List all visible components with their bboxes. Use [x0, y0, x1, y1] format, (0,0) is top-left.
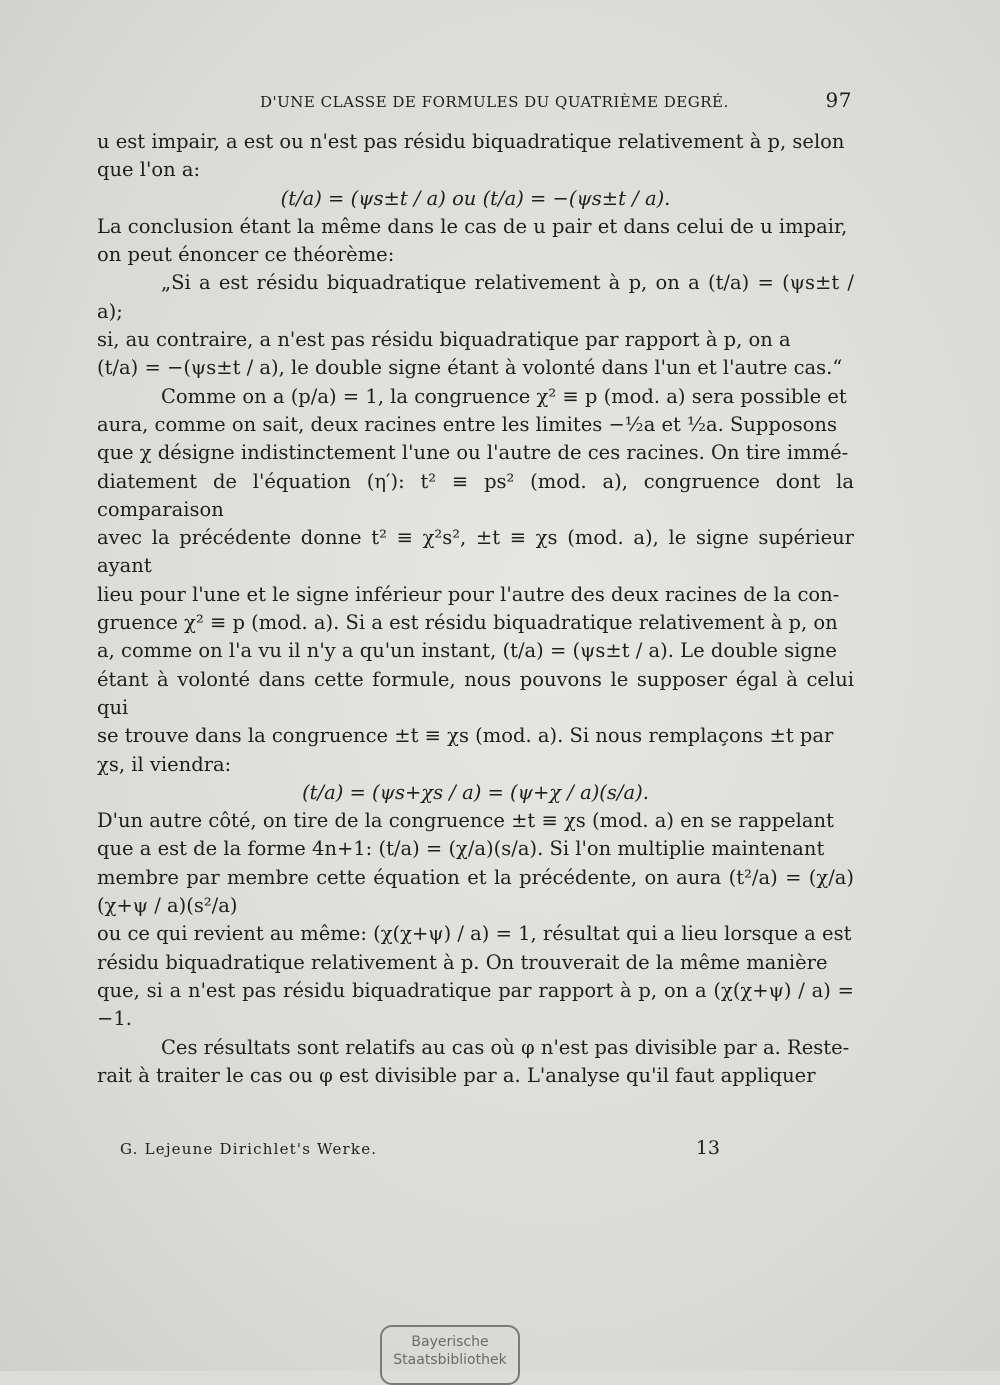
- text-line: a, comme on l'a vu il n'y a qu'un instant, (t/a) = (ψs±t / a). Le double signe: [97, 639, 837, 663]
- text-line: avec la précédente donne t² ≡ χ²s², ±t ≡ χs (mod. a), le signe supérieur ayant: [97, 526, 854, 578]
- text-line: membre par membre cette équation et la précédente, on aura (t²/a) = (χ/a)(χ+ψ / a)(s²/a): [97, 865, 854, 918]
- running-header: [95, 88, 852, 112]
- theorem-line: (t/a) = −(ψs±t / a), le double signe étant à volonté dans l'un et l'autre cas.“: [97, 356, 843, 380]
- text-line: on peut énoncer ce théorème:: [97, 243, 395, 267]
- display-equation: (t/a) = (ψs±t / a) ou (t/a) = −(ψs±t / a).: [280, 186, 671, 210]
- body-text: [97, 128, 854, 1090]
- text-line: étant à volonté dans cette formule, nous pouvons le supposer égal à celui qui: [97, 667, 854, 719]
- stamp-text: Staatsbibliothek: [393, 1352, 507, 1368]
- signature-mark: 13: [695, 1137, 720, 1159]
- text-line: gruence χ² ≡ p (mod. a). Si a est résidu biquadratique relativement à p, on: [97, 611, 838, 635]
- text-line: se trouve dans la congruence ±t ≡ χs (mod. a). Si nous remplaçons ±t par: [97, 724, 834, 748]
- text-line: rait à traiter le cas ou φ est divisible par a. L'analyse qu'il faut appliquer: [97, 1063, 816, 1087]
- text-line: D'un autre côté, on tire de la congruence ±t ≡ χs (mod. a) en se rappelant: [97, 809, 834, 833]
- text-line: diatement de l'équation (η′): t² ≡ ps² (mod. a), congruence dont la comparaison: [97, 469, 854, 521]
- text-line: que χ désigne indistinctement l'une ou l'autre de ces racines. On tire immé-: [97, 441, 849, 465]
- library-stamp: [380, 1325, 520, 1385]
- display-equation: (t/a) = (ψs+χs / a) = (ψ+χ / a)(s/a).: [302, 780, 649, 804]
- text-line: ou ce qui revient au même: (χ(χ+ψ) / a) = 1, résultat qui a lieu lorsque a est: [97, 922, 852, 946]
- text-line: que l'on a:: [97, 158, 201, 182]
- text-line: résidu biquadratique relativement à p. On trouverait de la même manière: [97, 950, 828, 974]
- page-number: 97: [825, 88, 852, 112]
- text-line: La conclusion étant la même dans le cas de u pair et dans celui de u impair,: [97, 214, 848, 238]
- text-line: Comme on a (p/a) = 1, la congruence χ² ≡ p (mod. a) sera possible et: [161, 384, 847, 408]
- text-line: lieu pour l'une et le signe inférieur pour l'autre des deux racines de la con-: [97, 582, 840, 606]
- source-line: G. Lejeune Dirichlet's Werke.: [120, 1140, 378, 1158]
- text-line: que, si a n'est pas résidu biquadratique par rapport à p, on a (χ(χ+ψ) / a) = −1.: [97, 978, 854, 1031]
- stamp-text: Bayerische: [411, 1334, 489, 1350]
- text-line: que a est de la forme 4n+1: (t/a) = (χ/a)(s/a). Si l'on multiplie maintenant: [97, 837, 825, 861]
- theorem-line: „Si a est résidu biquadratique relativement à p, on a (t/a) = (ψs±t / a);: [97, 271, 854, 323]
- page-footer: [120, 1137, 720, 1159]
- theorem-line: si, au contraire, a n'est pas résidu biquadratique par rapport à p, on a: [97, 328, 791, 352]
- text-line: aura, comme on sait, deux racines entre les limites −½a et ½a. Supposons: [97, 412, 837, 436]
- text-line: Ces résultats sont relatifs au cas où φ n'est pas divisible par a. Reste-: [161, 1035, 850, 1059]
- text-line: u est impair, a est ou n'est pas résidu biquadratique relativement à p, selon: [97, 130, 845, 153]
- running-title: D'UNE CLASSE DE FORMULES DU QUATRIÈME DEGRÉ.: [260, 93, 729, 111]
- text-line: χs, il viendra:: [97, 752, 232, 776]
